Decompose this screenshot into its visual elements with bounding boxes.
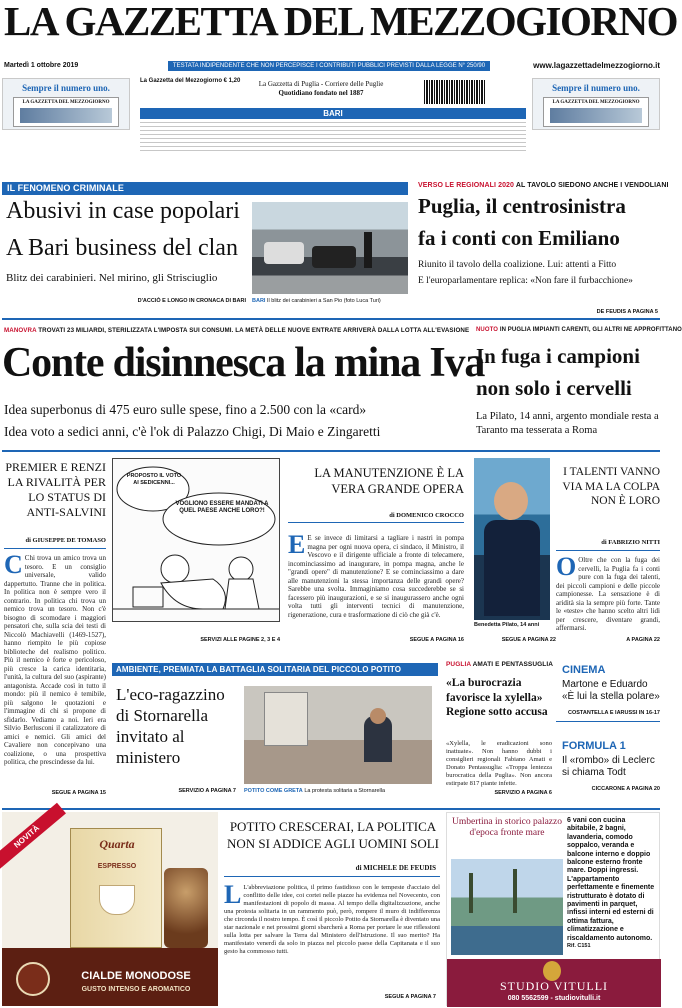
- col-left-refer[interactable]: SEGUE A PAGINA 15: [51, 790, 106, 796]
- col-left-body-text: Chi trova un amico trova un tesoro. E un consiglio universale, valido dappertutto. Tranne che in politica. In politica non è sempre vero il contrario. In politica chi trova un nemico trova un tesoro. Non c'è bisogno di scomodare i maggiori pensatori che, sulla scia dei testi di Niccolò Machiavelli (1469-1527), hanno riempito le più copiose biblioteche del realismo politico. Più il nemico è forte e pericoloso, più cresce la carica identitaria, l'unità, la cultura del suo (aspirante) antagonista. Accade così in tutto il mondo: più il nemico è temibile, più salgono le quotazioni e l'immagine di chi si propone di sfidarlo. Vediamo a noi. Ieri era Silvio Berlusconi il catalizzatore di amici e nemici. Gli amici del Cavaliere non concepivano una coalizione, o una prospettiva politica, che prescindesse da lui.: [4, 554, 106, 766]
- col-center-body: E E se invece di limitarsi a tagliare i nastri in pompa magna per ogni nuova opera, ci sindaco, il Ministro, il Vescovo e il dirigente ufficiale a fronte di telecamere, incominciassimo ad inaugurare, in pompa magna, anche le "grandi opere" di manutenzione? E se cominciassimo a dare alle manutenzioni la stessa importanza delle grandi opere? Sarebbe una svolta. Immaginiamo cosa succederebbe se si facessero più inaugurazioni, e se si inaugurassero anche ogni volta tutti gli interventi tecnici di manutenzione, rigenerazione, cura e trasformazione di ciò che già c'è.: [288, 530, 464, 619]
- ad-coffee[interactable]: [2, 812, 218, 1006]
- col-center-byline: di DOMENICO CROCCO: [389, 512, 464, 519]
- cartoon-sign: PROPOSTO IL VOTO AI SEDICENNI...: [126, 473, 182, 486]
- col-center-refer[interactable]: SEGUE A PAGINA 16: [409, 637, 464, 643]
- barcode-icon: [424, 80, 486, 104]
- story2-subhead-1: Riunito il tavolo della coalizione. Lui: attenti a Fitto: [418, 260, 617, 270]
- story2-subhead-2: E l'europarlamentare replica: «Non fare il furbacchione»: [418, 276, 633, 286]
- promo-right[interactable]: [532, 78, 660, 130]
- story2-headline-2[interactable]: fa i conti con Emiliano: [418, 226, 620, 250]
- col-right-headline[interactable]: I TALENTI VANNO VIA MA LA COLPA NON È LORO: [562, 466, 660, 507]
- story4-headline-1[interactable]: In fuga i campioni: [476, 344, 640, 368]
- col-left-headline[interactable]: PREMIER E RENZI LA RIVALITÀ PER LO STATUS DI ANTI-SALVINI: [5, 460, 106, 519]
- potito-refer[interactable]: SEGUE A PAGINA 7: [384, 994, 436, 1000]
- story4-photo-caption: Benedetta Pilato, 14 anni: [474, 622, 540, 628]
- coffee-box-icon: [70, 828, 162, 948]
- col-left-byline: di GIUSEPPE DE TOMASO: [25, 537, 106, 544]
- lion-emblem-icon: [543, 961, 561, 981]
- xylella-kicker-red: PUGLIA: [446, 661, 471, 668]
- founded-line: Quotidiano fondato nel 1887: [278, 89, 364, 97]
- story3-kicker-text: TROVATI 23 MILIARDI, STERILIZZATA L'IMPOSTA SUI CONSUMI. LA METÀ DELLE NUOVE ENTRATE ARRIVERÀ DALLA LOTTA ALL'EVASIONE: [38, 327, 470, 334]
- ad-coffee-brand: Quarta: [99, 837, 135, 851]
- promo-left-text: Sempre il numero uno.: [22, 83, 110, 93]
- ad-realestate-contact[interactable]: 080 5562599 - studiovitulli.it: [507, 995, 601, 1002]
- divider: [224, 876, 440, 877]
- cartoon-refer[interactable]: SERVIZI ALLE PAGINE 2, 3 E 4: [200, 637, 280, 643]
- ad-realestate-ref: Rif. C151: [567, 943, 591, 949]
- story1-subhead: Blitz dei carabinieri. Nel mirino, gli Strisciuglio: [6, 272, 218, 284]
- potito-headline[interactable]: POTITO CRESCERAI, LA POLITICA NON SI ADDICE AGLI UOMINI SOLI: [227, 819, 439, 851]
- story2-kicker: [418, 182, 669, 189]
- potito-body-text: L'abbreviazione politica, il primo fastidioso con le tempeste d'acciaio del conflitto delle idee, coi cortei nelle piazze ha evidenza nel Novecento, con manifestazioni di popolo di massa. Al tempo della digitalizzazione, anche una protesta solitaria in un rammento può, però, rompere il muro di indifferenza che circonda il nostro tempo. È così il piccolo Potito da Stornarella è diventato una star nazionale e nei prossimi giorni sbarcherà a Roma per portare le sue riflessioni sulla lotta per salvare la Terra dal Ministero dell'Istruzione. Il suo merito? Ha manifestato venerdì da solo in piazza nel piccolo paese della Capitanata e il suo gesto ha commosso tutti.: [224, 884, 440, 955]
- cinema-text[interactable]: Martone e Eduardo «È lui la stella polare»: [562, 679, 660, 702]
- story2-kicker-text: AL TAVOLO SIEDONO ANCHE I VENDOLIANI: [515, 182, 669, 189]
- story1-byline[interactable]: D'ACCIÒ E LONGO IN CRONACA DI BARI: [137, 298, 246, 304]
- env-caption: [244, 788, 385, 794]
- xylella-refer[interactable]: SERVIZIO A PAGINA 6: [494, 790, 552, 796]
- divider: [2, 318, 660, 320]
- ad-coffee-badge: [0, 803, 66, 872]
- website-link[interactable]: www.lagazzettadelmezzogiorno.it: [533, 61, 660, 70]
- story4-headline-2[interactable]: non solo i cervelli: [476, 376, 632, 400]
- ad-realestate-photo: [451, 859, 563, 955]
- env-caption-text: La protesta solitaria a Stornarella: [304, 788, 386, 794]
- col-center-body-text: E se invece di limitarsi a tagliare i nastri in pompa magna per ogni nuova opera, ci sindaco, il Ministro, il Vescovo e il dirigente ufficiale a fronte di telecamere, incominciassimo ad inaugurare, in pompa magna, anche le "grandi opere" di manutenzione? E se cominciassimo a dare alle manutenzioni la stessa importanza delle grandi opere? Sarebbe una svolta. Immaginiamo cosa succederebbe se si facessero più inaugurazioni, e se si inaugurassero anche ogni volta tutti gli interventi tecnici di manutenzione, rigenerazione, cura e trasformazione di ciò che già c'è.: [288, 534, 464, 619]
- env-kicker: AMBIENTE, PREMIATA LA BATTAGLIA SOLITARIA DEL PICCOLO POTITO: [112, 663, 438, 676]
- col-right-byline: di FABRIZIO NITTI: [601, 539, 660, 546]
- divider: [4, 548, 106, 549]
- lead-headline[interactable]: Conte disinnesca la mina Iva: [2, 340, 485, 386]
- divider: [556, 721, 660, 722]
- newspaper-icon: [13, 97, 119, 127]
- story4-kicker-text: IN PUGLIA IMPIANTI CARENTI, GLI ALTRI NE APPROFITTANO: [499, 327, 682, 333]
- col-center-headline[interactable]: LA MANUTENZIONE È LA VERA GRANDE OPERA: [314, 466, 464, 496]
- promo-left[interactable]: [2, 78, 130, 130]
- story1-kicker: IL FENOMENO CRIMINALE: [2, 182, 408, 195]
- cartoon-balloon: VOGLIONO ESSERE MANDATI A QUEL PAESE ANCHE LORO?!: [175, 501, 269, 514]
- cinema-label: CINEMA: [562, 664, 606, 676]
- xylella-headline[interactable]: «La burocrazia favorisce la xylella» Regione sotto accusa: [446, 677, 548, 718]
- story3-kicker: [4, 327, 470, 334]
- story1-photo: [252, 202, 408, 294]
- story3-kicker-red: MANOVRA: [4, 327, 37, 334]
- story4-kicker-red: NUOTO: [476, 327, 499, 333]
- masthead-tagline: TESTATA INDIPENDENTE CHE NON PERCEPISCE I CONTRIBUTI PUBBLICI PREVISTI DALLA LEGGE N° 250/90: [168, 61, 490, 71]
- masthead-date: Martedì 1 ottobre 2019: [4, 62, 79, 69]
- col-right-refer[interactable]: A PAGINA 22: [626, 637, 660, 643]
- ad-coffee-slogan-2: GUSTO INTENSO E AROMATICO: [81, 986, 191, 993]
- ad-coffee-logo-icon: [16, 962, 50, 996]
- ad-coffee-badge-text: NOVITÀ: [12, 823, 42, 850]
- cartoon: [112, 458, 280, 622]
- story4-kicker: [476, 327, 682, 333]
- edition-bar: BARI: [140, 108, 526, 119]
- cinema-refer[interactable]: COSTANTELLA E IARUSSI IN 16-17: [568, 710, 660, 716]
- ad-realestate-footer: [447, 959, 661, 1007]
- story1-headline-2[interactable]: A Bari business del clan: [6, 235, 238, 261]
- story1-headline-1[interactable]: Abusivi in case popolari: [6, 198, 240, 224]
- lead-subhead-1: Idea superbonus di 475 euro sulle spese, fino a 2.500 con la «card»: [4, 402, 367, 417]
- potito-body: L L'abbreviazione politica, il primo fastidioso con le tempeste d'acciaio del conflitto delle idee, coi cortei nelle piazze ha evidenza nel Novecento, con manifestazioni di popolo di massa. Al tempo della digitalizzazione, anche una protesta solitaria in un rammento può, però, rompere il muro di indifferenza che circonda il nostro tempo. È così il piccolo Potito da Stornarella è diventato una star nazionale e nei prossimi giorni sbarcherà a Roma per portare le sue riflessioni sulla lotta per salvare la Terra dal Ministero dell'Istruzione. Il suo merito? Ha manifestato venerdì da solo in piazza nel piccolo paese della Capitanata e il suo gesto ha commosso tutti.: [224, 880, 440, 955]
- story2-byline[interactable]: DE FEUDIS A PAGINA 5: [596, 309, 658, 315]
- newspaper-icon: [543, 97, 649, 127]
- divider: [288, 522, 464, 523]
- promo-right-text: Sempre il numero uno.: [552, 83, 640, 93]
- divider: [2, 808, 660, 810]
- divider: [556, 550, 660, 551]
- story1-caption-text: Il blitz dei carabinieri a San Pio (foto Luca Turi): [266, 298, 381, 304]
- masthead-title: LA GAZZETTA DEL MEZZOGIORNO: [4, 0, 677, 44]
- ad-realestate[interactable]: [446, 812, 660, 1006]
- story1-caption-tag: BARI: [252, 298, 266, 304]
- story4-refer[interactable]: SEGUE A PAGINA 22: [501, 637, 556, 643]
- ad-coffee-product: ESPRESSO: [97, 863, 137, 870]
- env-headline[interactable]: L'eco-ragazzino di Stornarella invitato al ministero: [116, 685, 225, 767]
- xylella-kicker: [446, 661, 553, 668]
- story2-headline-1[interactable]: Puglia, il centrosinistra: [418, 194, 626, 218]
- story2-kicker-red: VERSO LE REGIONALI 2020: [418, 182, 515, 189]
- col-right-body-text: Oltre che con la fuga dei cervelli, la Puglia fa i conti pure con la fuga dei talenti, dei piccoli campioni e delle piccole campionesse. La sensazione è di aridità sia la sempre più forte. Tante le «teste» che hanno scelto altri lidi per crescere, diventare grandi, affermarsi.: [556, 556, 660, 632]
- xylella-body: «Xylella, le eradicazioni sono inattuate». Non hanno dubbi i consiglieri regionali Fabiano Amati e Donato Pentassuglia: «Troppa lentezza burocratica della Puglia». Non ancora estirpate 817 piante infette.: [446, 740, 552, 787]
- story1-caption: [252, 298, 381, 304]
- env-refer[interactable]: SERVIZIO A PAGINA 7: [178, 788, 236, 794]
- price-label: La Gazzetta del Mezzogiorno € 1,20: [140, 78, 241, 84]
- divider: [2, 450, 660, 452]
- ad-realestate-details: 6 vani con cucina abitabile, 2 bagni, lavanderia, comodo soppalco, veranda e balcone interno e doppio balcone esterno fronte mare. Doppi ingressi. L'appartamento perfettamente e finemente ristrutturato è dotato di pavimenti in parquet, infissi interni ed esterni di ottima fattura, climatizzazione e riscaldamento autonomo.: [567, 817, 655, 942]
- story4-photo: [474, 458, 550, 620]
- f1-refer[interactable]: CICCARONE A PAGINA 20: [591, 786, 660, 792]
- col-left-body: C Chi trova un amico trova un tesoro. E un consiglio universale, valido dappertutto. Tranne che in politica. In politica non è sempre vero il contrario. In politica chi trova un nemico trova un tesoro. Non c'è bisogno di scomodare i maggiori pensatori che, sulla scia dei testi di Niccolò Machiavelli (1469-1527), hanno riempito le più copiose biblioteche del realismo politico. Più il nemico è forte e pericoloso, più cresce la carica identitaria, l'unità, la cultura del suo (aspirante) antagonista. Accade così in tutto il mondo: più il nemico è temibile, più salgono le quotazioni e l'immagine di chi si propone di sfidarlo. Vediamo a noi. Ieri era Silvio Berlusconi il catalizzatore di amici e nemici. Gli amici del Cavaliere non concepivano una coalizione, o una prospettiva politica, che prescindesse da lui.: [4, 550, 106, 766]
- env-caption-tag: POTITO COME GRETA: [244, 788, 303, 794]
- col-right-body: O Oltre che con la fuga dei cervelli, la Puglia fa i conti pure con la fuga dei talenti, dei piccoli campioni e delle piccole campionesse. La sensazione è di aridità sia la sempre più forte. Tante le «teste» che hanno scelto altri lidi per crescere, diventare grandi, affermarsi.: [556, 552, 660, 632]
- ad-realestate-brand: STUDIO VITULLI: [499, 979, 609, 993]
- masthead: [0, 0, 677, 70]
- story4-subhead: La Pilato, 14 anni, argento mondiale resta a Taranto ma tesserata a Roma: [476, 411, 659, 436]
- env-photo: [244, 686, 432, 784]
- potito-byline: di MICHELE DE FEUDIS: [355, 864, 436, 872]
- lead-subhead-2: Idea voto a sedici anni, c'è l'ok di Palazzo Chigi, Di Maio e Zingaretti: [4, 424, 381, 439]
- masthead-fineprint: [140, 122, 526, 152]
- f1-text[interactable]: Il «rombo» di Leclerc si chiama Todt: [562, 755, 655, 778]
- ad-coffee-slogan-1: CIALDE MONODOSE: [81, 970, 191, 982]
- xylella-kicker-text: AMATI E PENTASSUGLIA: [472, 661, 554, 668]
- sub-brand: La Gazzetta di Puglia - Corriere delle Puglie: [258, 80, 384, 88]
- promo-right-logo: LA GAZZETTA DEL MEZZOGIORNO: [552, 100, 640, 105]
- ad-coffee-cups: [164, 868, 208, 948]
- f1-label: FORMULA 1: [562, 740, 626, 752]
- promo-left-logo: LA GAZZETTA DEL MEZZOGIORNO: [22, 100, 110, 105]
- ad-realestate-title: Umbertina in storico palazzo d'epoca fronte mare: [451, 817, 562, 838]
